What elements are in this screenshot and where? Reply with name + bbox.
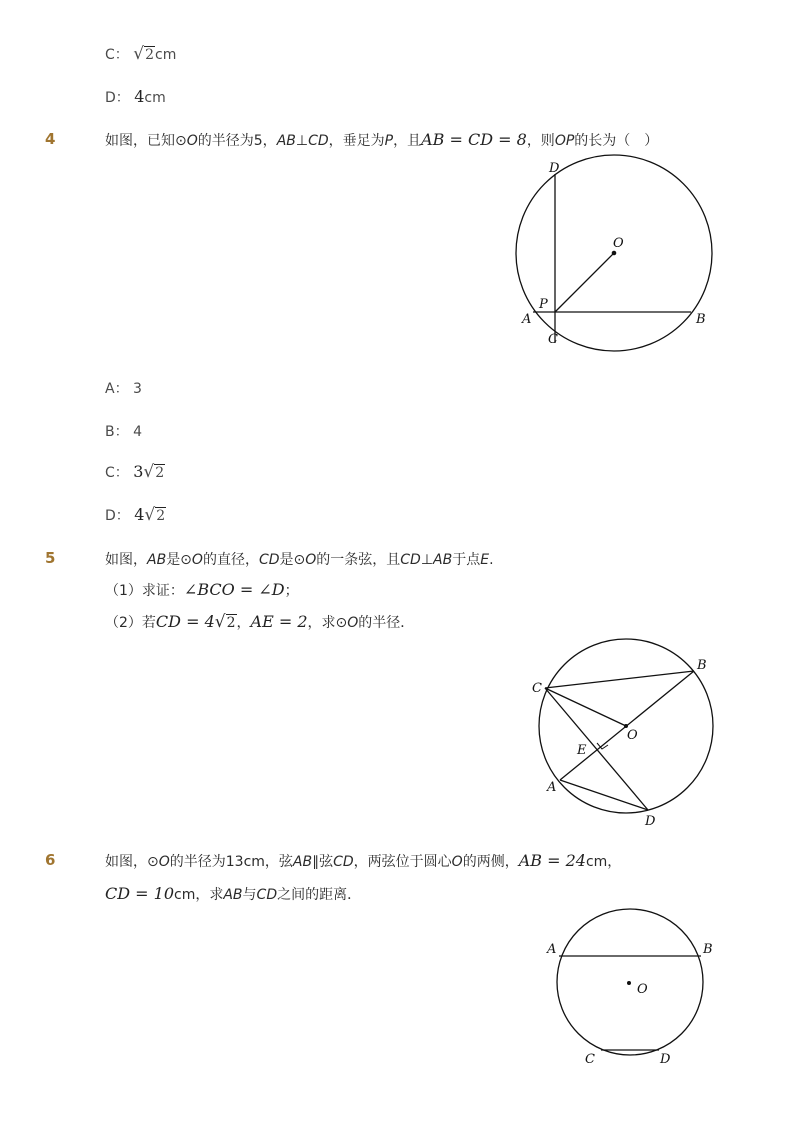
option-c[interactable] — [105, 462, 165, 482]
text: ， — [236, 615, 251, 631]
text: 与 — [242, 887, 257, 903]
var-p: P — [384, 133, 394, 149]
question-number: 6 — [45, 851, 56, 869]
var-ab: AB — [147, 552, 167, 568]
var-cd: CD — [333, 854, 354, 870]
sqrt-expression: √2 — [144, 505, 166, 525]
text: 的直径， — [202, 552, 259, 568]
var-cd: CD — [308, 133, 329, 149]
var-o: O — [158, 854, 170, 870]
var-o: O — [191, 552, 203, 568]
var-o: O — [186, 133, 198, 149]
perp-symbol: ⊥ — [420, 552, 434, 568]
question-5-part-2 — [105, 612, 414, 632]
text: 的一条弦，且 — [316, 552, 401, 568]
sqrt-expression: √2 — [214, 612, 236, 632]
var-cd: CD — [400, 552, 421, 568]
text: 弦 — [319, 854, 334, 870]
text: cm，求 — [174, 887, 224, 903]
text: 之间的距离． — [277, 887, 362, 903]
figure-q5 — [520, 630, 730, 835]
option-d[interactable] — [105, 505, 166, 525]
text: 如图，⊙ — [105, 854, 159, 870]
var-ab: AB — [223, 887, 243, 903]
text: 的半径为13cm，弦 — [169, 854, 293, 870]
option-letter: C： — [105, 465, 129, 481]
text: 的半径为5， — [197, 133, 277, 149]
label-c: C — [585, 1052, 595, 1067]
label-a: A — [522, 312, 532, 327]
option-a[interactable] — [105, 378, 142, 398]
sqrt-expression: √2 — [133, 44, 154, 64]
text: 于点 — [452, 552, 481, 568]
prev-option-c[interactable] — [105, 44, 176, 64]
question-6-text-line-2 — [105, 884, 361, 904]
question-5-part-1 — [105, 580, 299, 600]
option-coef: 4 — [134, 505, 145, 524]
center-point — [627, 981, 631, 985]
text: ，且 — [393, 133, 422, 149]
option-unit: cm — [155, 47, 177, 63]
question-5-text — [105, 549, 494, 569]
question-number: 5 — [45, 549, 56, 567]
option-letter: A： — [105, 381, 129, 397]
label-d: D — [549, 161, 560, 176]
option-unit: cm — [144, 90, 166, 106]
text: 是⊙ — [166, 552, 192, 568]
label-c: C — [548, 332, 558, 347]
text: （2）若 — [105, 615, 156, 631]
math-equation: ∠BCO = ∠D — [183, 580, 285, 599]
label-a: A — [547, 942, 557, 957]
label-d: D — [660, 1052, 671, 1067]
perp-symbol: ⊥ — [295, 133, 309, 149]
label-b: B — [697, 658, 707, 673]
segment-co — [545, 688, 626, 726]
math-equation: AB = 24 — [518, 851, 586, 870]
option-value: 3 — [133, 381, 142, 397]
figure-q4 — [500, 150, 730, 360]
label-o: O — [637, 982, 648, 997]
option-letter: D： — [105, 90, 130, 106]
var-ab: AB — [276, 133, 296, 149]
var-e: E — [480, 552, 490, 568]
label-e: E — [577, 743, 587, 758]
label-b: B — [696, 312, 706, 327]
text: cm， — [585, 854, 622, 870]
sqrt-radicand: 2 — [226, 615, 236, 631]
var-ab: AB — [433, 552, 453, 568]
sqrt-radicand: 2 — [145, 47, 154, 63]
text: ，求⊙ — [307, 615, 348, 631]
math-equation: AB = CD = 8 — [421, 130, 527, 149]
label-o: O — [627, 728, 638, 743]
text: 的长为（ ） — [574, 133, 659, 149]
sqrt-radicand: 2 — [156, 508, 166, 524]
option-letter: D： — [105, 508, 130, 524]
math-equation: AE = 2 — [250, 612, 308, 631]
option-letter: B： — [105, 424, 129, 440]
math-equation: CD = 10 — [105, 884, 175, 903]
text: （1）求证： — [105, 583, 184, 599]
math-equation: CD = 4 — [155, 612, 215, 631]
var-o: O — [451, 854, 463, 870]
label-a: A — [547, 780, 557, 795]
text: ，则 — [526, 133, 555, 149]
text: . — [489, 552, 494, 568]
var-o: O — [347, 615, 359, 631]
text: 如图，已知⊙ — [105, 133, 187, 149]
sqrt-expression: √2 — [143, 462, 165, 482]
text: ，垂足为 — [328, 133, 385, 149]
parallel-symbol: ∥ — [312, 854, 320, 870]
text: 如图， — [105, 552, 147, 568]
text: ，两弦位于圆心 — [353, 854, 452, 870]
label-p: P — [539, 297, 548, 312]
option-letter: C： — [105, 47, 129, 63]
question-6-text — [105, 851, 621, 871]
label-o: O — [613, 236, 624, 251]
text: 的半径． — [358, 615, 415, 631]
option-b[interactable] — [105, 421, 142, 441]
question-4-text — [105, 130, 658, 150]
var-op: OP — [554, 133, 575, 149]
segment-op — [555, 253, 614, 312]
label-c: C — [532, 681, 542, 696]
var-cd: CD — [256, 887, 278, 903]
var-o: O — [305, 552, 317, 568]
text: 是⊙ — [279, 552, 306, 568]
option-coef: 3 — [133, 462, 144, 481]
question-number: 4 — [45, 130, 56, 148]
figure-q6 — [530, 900, 730, 1075]
sqrt-radicand: 2 — [155, 465, 165, 481]
chord-cd — [545, 688, 648, 810]
prev-option-d[interactable] — [105, 87, 166, 107]
var-ab: AB — [292, 854, 313, 870]
label-d: D — [645, 814, 656, 829]
text: 的两侧， — [462, 854, 519, 870]
option-value: 4 — [134, 87, 145, 106]
label-b: B — [703, 942, 713, 957]
center-point — [612, 251, 617, 256]
text: ； — [284, 583, 299, 599]
segment-cb — [545, 671, 694, 688]
option-value: 4 — [133, 424, 142, 440]
var-cd: CD — [258, 552, 280, 568]
